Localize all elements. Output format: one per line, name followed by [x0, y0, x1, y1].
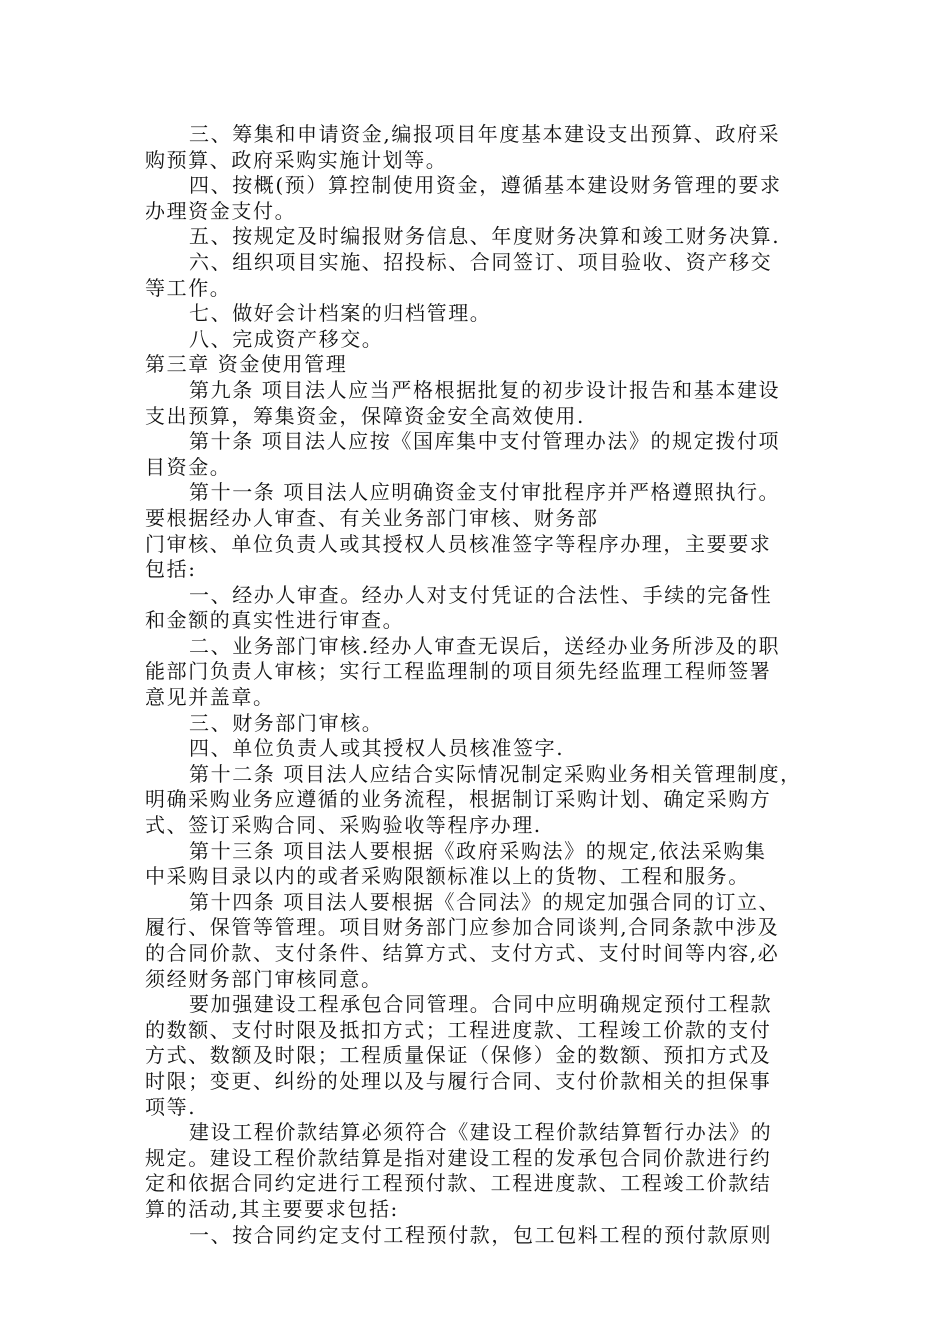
- text-line: 门审核、单位负责人或其授权人员核准签字等程序办理，主要要求: [145, 531, 772, 556]
- text-line: 须经财务部门审核同意。: [145, 966, 383, 991]
- text-line: 第十条 项目法人应按《国库集中支付管理办法》的规定拨付项: [189, 429, 781, 454]
- text-line: 三、财务部门审核。: [189, 710, 384, 735]
- text-line: 式、签订采购合同、采购验收等程序办理.: [145, 813, 542, 838]
- text-line: 八、完成资产移交。: [189, 326, 384, 351]
- text-line: 要加强建设工程承包合同管理。合同中应明确规定预付工程款: [189, 992, 773, 1017]
- text-line: 支出预算，筹集资金，保障资金安全高效使用.: [145, 403, 585, 428]
- text-line: 包括:: [145, 557, 197, 582]
- text-line: 明确采购业务应遵循的业务流程，根据制订采购计划、确定采购方: [145, 787, 772, 812]
- text-line: 一、按合同约定支付工程预付款，包工包料工程的预付款原则: [189, 1222, 773, 1247]
- text-line: 方式、数额及时限；工程质量保证（保修）金的数额、预扣方式及: [145, 1043, 772, 1068]
- text-line: 五、按规定及时编报财务信息、年度财务决算和竣工财务决算.: [189, 224, 781, 249]
- text-line: 第十一条 项目法人应明确资金支付审批程序并严格遵照执行。: [189, 480, 781, 505]
- text-line: 的数额、支付时限及抵扣方式；工程进度款、工程竣工价款的支付: [145, 1017, 772, 1042]
- text-line: 第三章 资金使用管理: [145, 352, 348, 377]
- text-line: 中采购目录以内的或者采购限额标准以上的货物、工程和服务。: [145, 864, 750, 889]
- text-line: 和金额的真实性进行审查。: [145, 608, 405, 633]
- text-line: 建设工程价款结算必须符合《建设工程价款结算暂行办法》的: [189, 1120, 773, 1145]
- text-line: 等工作。: [145, 275, 232, 300]
- text-line: 四、按概(预）算控制使用资金，遵循基本建设财务管理的要求: [189, 173, 782, 198]
- text-line: 第十三条 项目法人要根据《政府采购法》的规定,依法采购集: [189, 838, 767, 863]
- text-line: 意见并盖章。: [145, 685, 275, 710]
- text-line: 时限；变更、纠纷的处理以及与履行合同、支付价款相关的担保事: [145, 1068, 772, 1093]
- text-line: 第十四条 项目法人要根据《合同法》的规定加强合同的订立、: [189, 889, 781, 914]
- text-line: 七、做好会计档案的归档管理。: [189, 301, 492, 326]
- text-line: 的合同价款、支付条件、结算方式、支付方式、支付时间等内容,必: [145, 941, 780, 965]
- text-line: 购预算、政府采购实施计划等。: [145, 147, 448, 172]
- text-line: 三、筹集和申请资金,编报项目年度基本建设支出预算、政府采: [189, 122, 781, 146]
- text-line: 规定。建设工程价款结算是指对建设工程的发承包合同价款进行约: [145, 1145, 772, 1170]
- text-line: 定和依据合同约定进行工程预付款、工程进度款、工程竣工价款结: [145, 1171, 772, 1196]
- text-line: 算的活动,其主要要求包括:: [145, 1196, 399, 1221]
- text-line: 四、单位负责人或其授权人员核准签字.: [189, 736, 565, 761]
- document-body: [145, 122, 815, 1248]
- text-line: 第九条 项目法人应当严格根据批复的初步设计报告和基本建设: [189, 377, 781, 402]
- text-line: 第十二条 项目法人应结合实际情况制定采购业务相关管理制度，: [189, 761, 802, 786]
- text-line: 二、业务部门审核.经办人审查无误后，送经办业务所涉及的职: [189, 633, 781, 658]
- text-line: 办理资金支付。: [145, 198, 297, 223]
- text-line: 一、经办人审查。经办人对支付凭证的合法性、手续的完备性: [189, 582, 773, 607]
- text-line: 要根据经办人审查、有关业务部门审核、财务部: [145, 505, 599, 530]
- text-line: 履行、保管等管理。项目财务部门应参加合同谈判,合同条款中涉及: [145, 915, 780, 940]
- text-line: 项等.: [145, 1094, 197, 1119]
- text-line: 目资金。: [145, 454, 232, 479]
- text-line: 能部门负责人审核；实行工程监理制的项目须先经监理工程师签署: [145, 659, 772, 684]
- text-line: 六、组织项目实施、招投标、合同签订、项目验收、资产移交: [189, 249, 773, 274]
